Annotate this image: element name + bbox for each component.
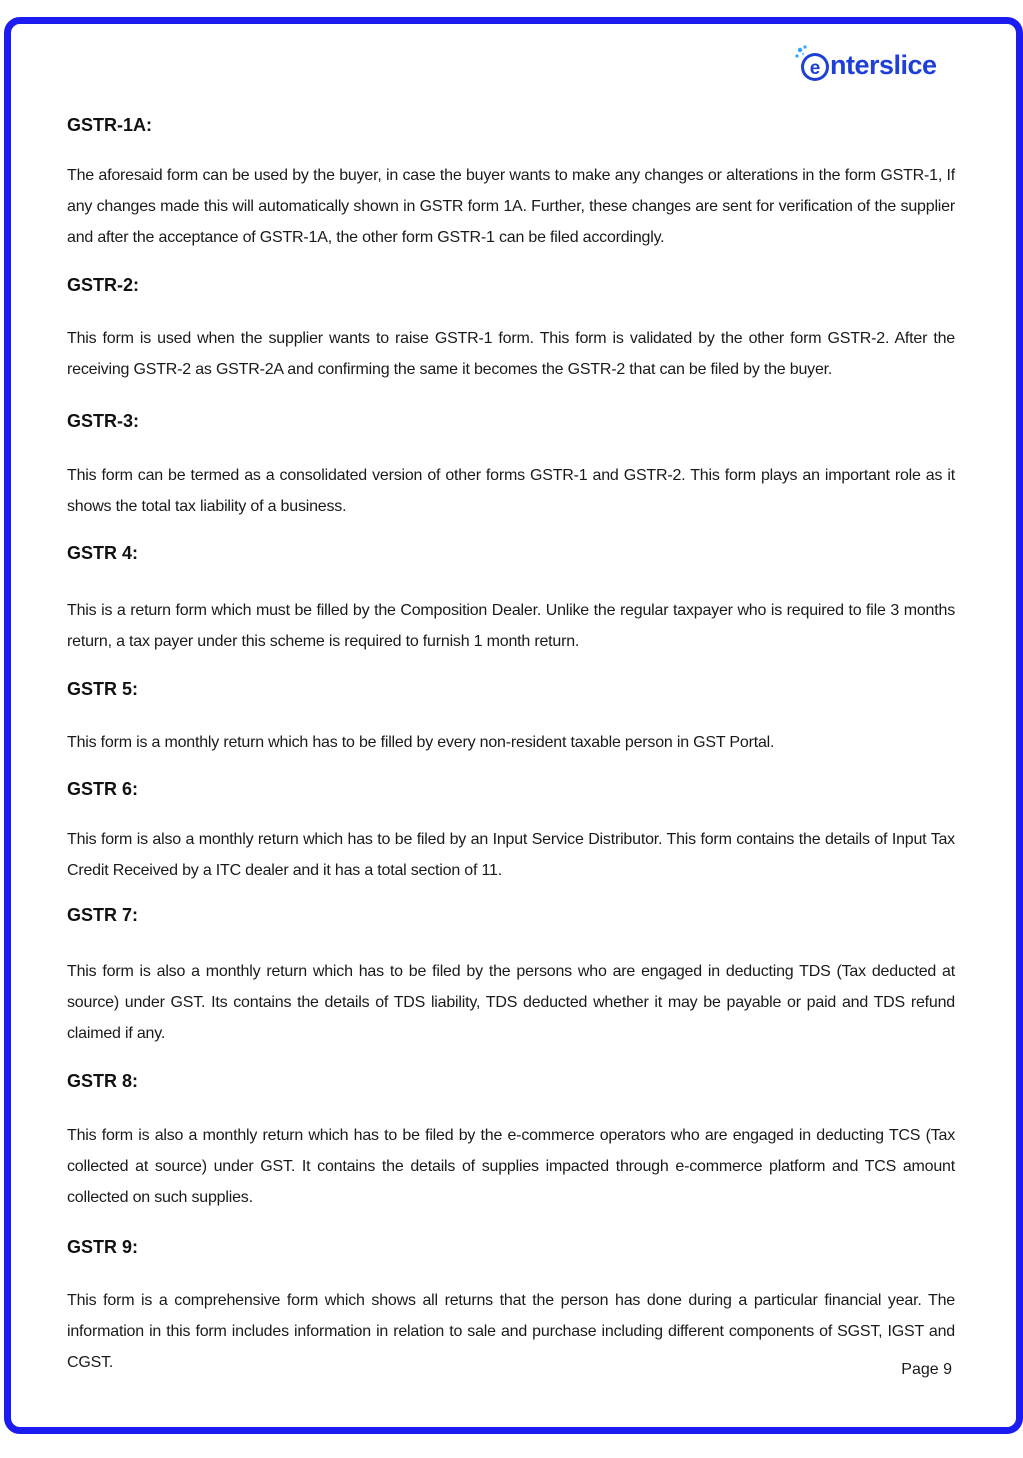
section-heading: GSTR-2:	[67, 275, 139, 295]
section-body: This form is also a monthly return which has to be filed by the persons who are engaged in deducting TDS (Tax deducted at source) under GST. Its contains the details of TDS liability, TDS deducted whether it may be payable or paid and TDS refund claimed if any.	[67, 963, 955, 1042]
enterslice-logo	[794, 41, 937, 87]
enterslice-logo-mark	[794, 44, 832, 84]
section-gstr-6	[67, 778, 955, 886]
section-gstr-1a	[67, 114, 955, 253]
section-body: This form is also a monthly return which has to be filed by the e-commerce operators who are engaged in deducting TCS (Tax collected at source) under GST. It contains the details of supplies impacted through e-commerce platform and TCS amount collected on such supplies.	[67, 1127, 955, 1206]
section-body: This form is a comprehensive form which shows all returns that the person has done during a particular financial year. The information in this form includes information in relation to sale and purchase including different components of SGST, IGST and CGST.	[67, 1292, 955, 1371]
section-body: This form is a monthly return which has to be filled by every non-resident taxable person in GST Portal.	[67, 734, 775, 751]
section-body: This form is used when the supplier wants to raise GSTR-1 form. This form is validated by the other form GSTR-2. After the receiving GSTR-2 as GSTR-2A and confirming the same it becomes the GSTR-2 that can be filed by the buyer.	[67, 330, 955, 378]
section-gstr-4	[67, 542, 955, 657]
section-heading: GSTR-1A:	[67, 115, 152, 135]
section-gstr-3	[67, 410, 955, 522]
section-heading: GSTR 5:	[67, 679, 139, 699]
section-gstr-2	[67, 274, 955, 385]
svg-text:e: e	[809, 58, 821, 79]
section-body: This form can be termed as a consolidated version of other forms GSTR-1 and GSTR-2. This form plays an important role as it shows the total tax liability of a business.	[67, 467, 955, 515]
section-body: The aforesaid form can be used by the buyer, in case the buyer wants to make any changes or alterations in the form GSTR-1, If any changes made this will automatically shown in GSTR form 1A. Further, these changes are sent for verification of the supplier and after the acceptance of GSTR-1A, the other form GSTR-1 can be filed accordingly.	[67, 167, 955, 246]
section-heading: GSTR 4:	[67, 543, 139, 563]
section-gstr-8	[67, 1070, 955, 1213]
section-heading: GSTR 6:	[67, 779, 139, 799]
section-heading: GSTR 8:	[67, 1071, 139, 1091]
section-gstr-9	[67, 1236, 955, 1378]
section-body: This is a return form which must be filled by the Composition Dealer. Unlike the regular taxpayer who is required to file 3 months return, a tax payer under this scheme is required to furnish 1 month return.	[67, 602, 955, 650]
page-number: Page 9	[901, 1361, 952, 1378]
section-heading: GSTR-3:	[67, 411, 139, 431]
section-heading: GSTR 7:	[67, 905, 139, 925]
enterslice-logo-text: nterslice	[830, 49, 937, 80]
section-gstr-7	[67, 904, 955, 1049]
section-body: This form is also a monthly return which has to be filed by an Input Service Distributor. This form contains the details of Input Tax Credit Received by a ITC dealer and it has a total section of 11.	[67, 831, 955, 879]
section-heading: GSTR 9:	[67, 1237, 139, 1257]
section-gstr-5	[67, 678, 955, 758]
